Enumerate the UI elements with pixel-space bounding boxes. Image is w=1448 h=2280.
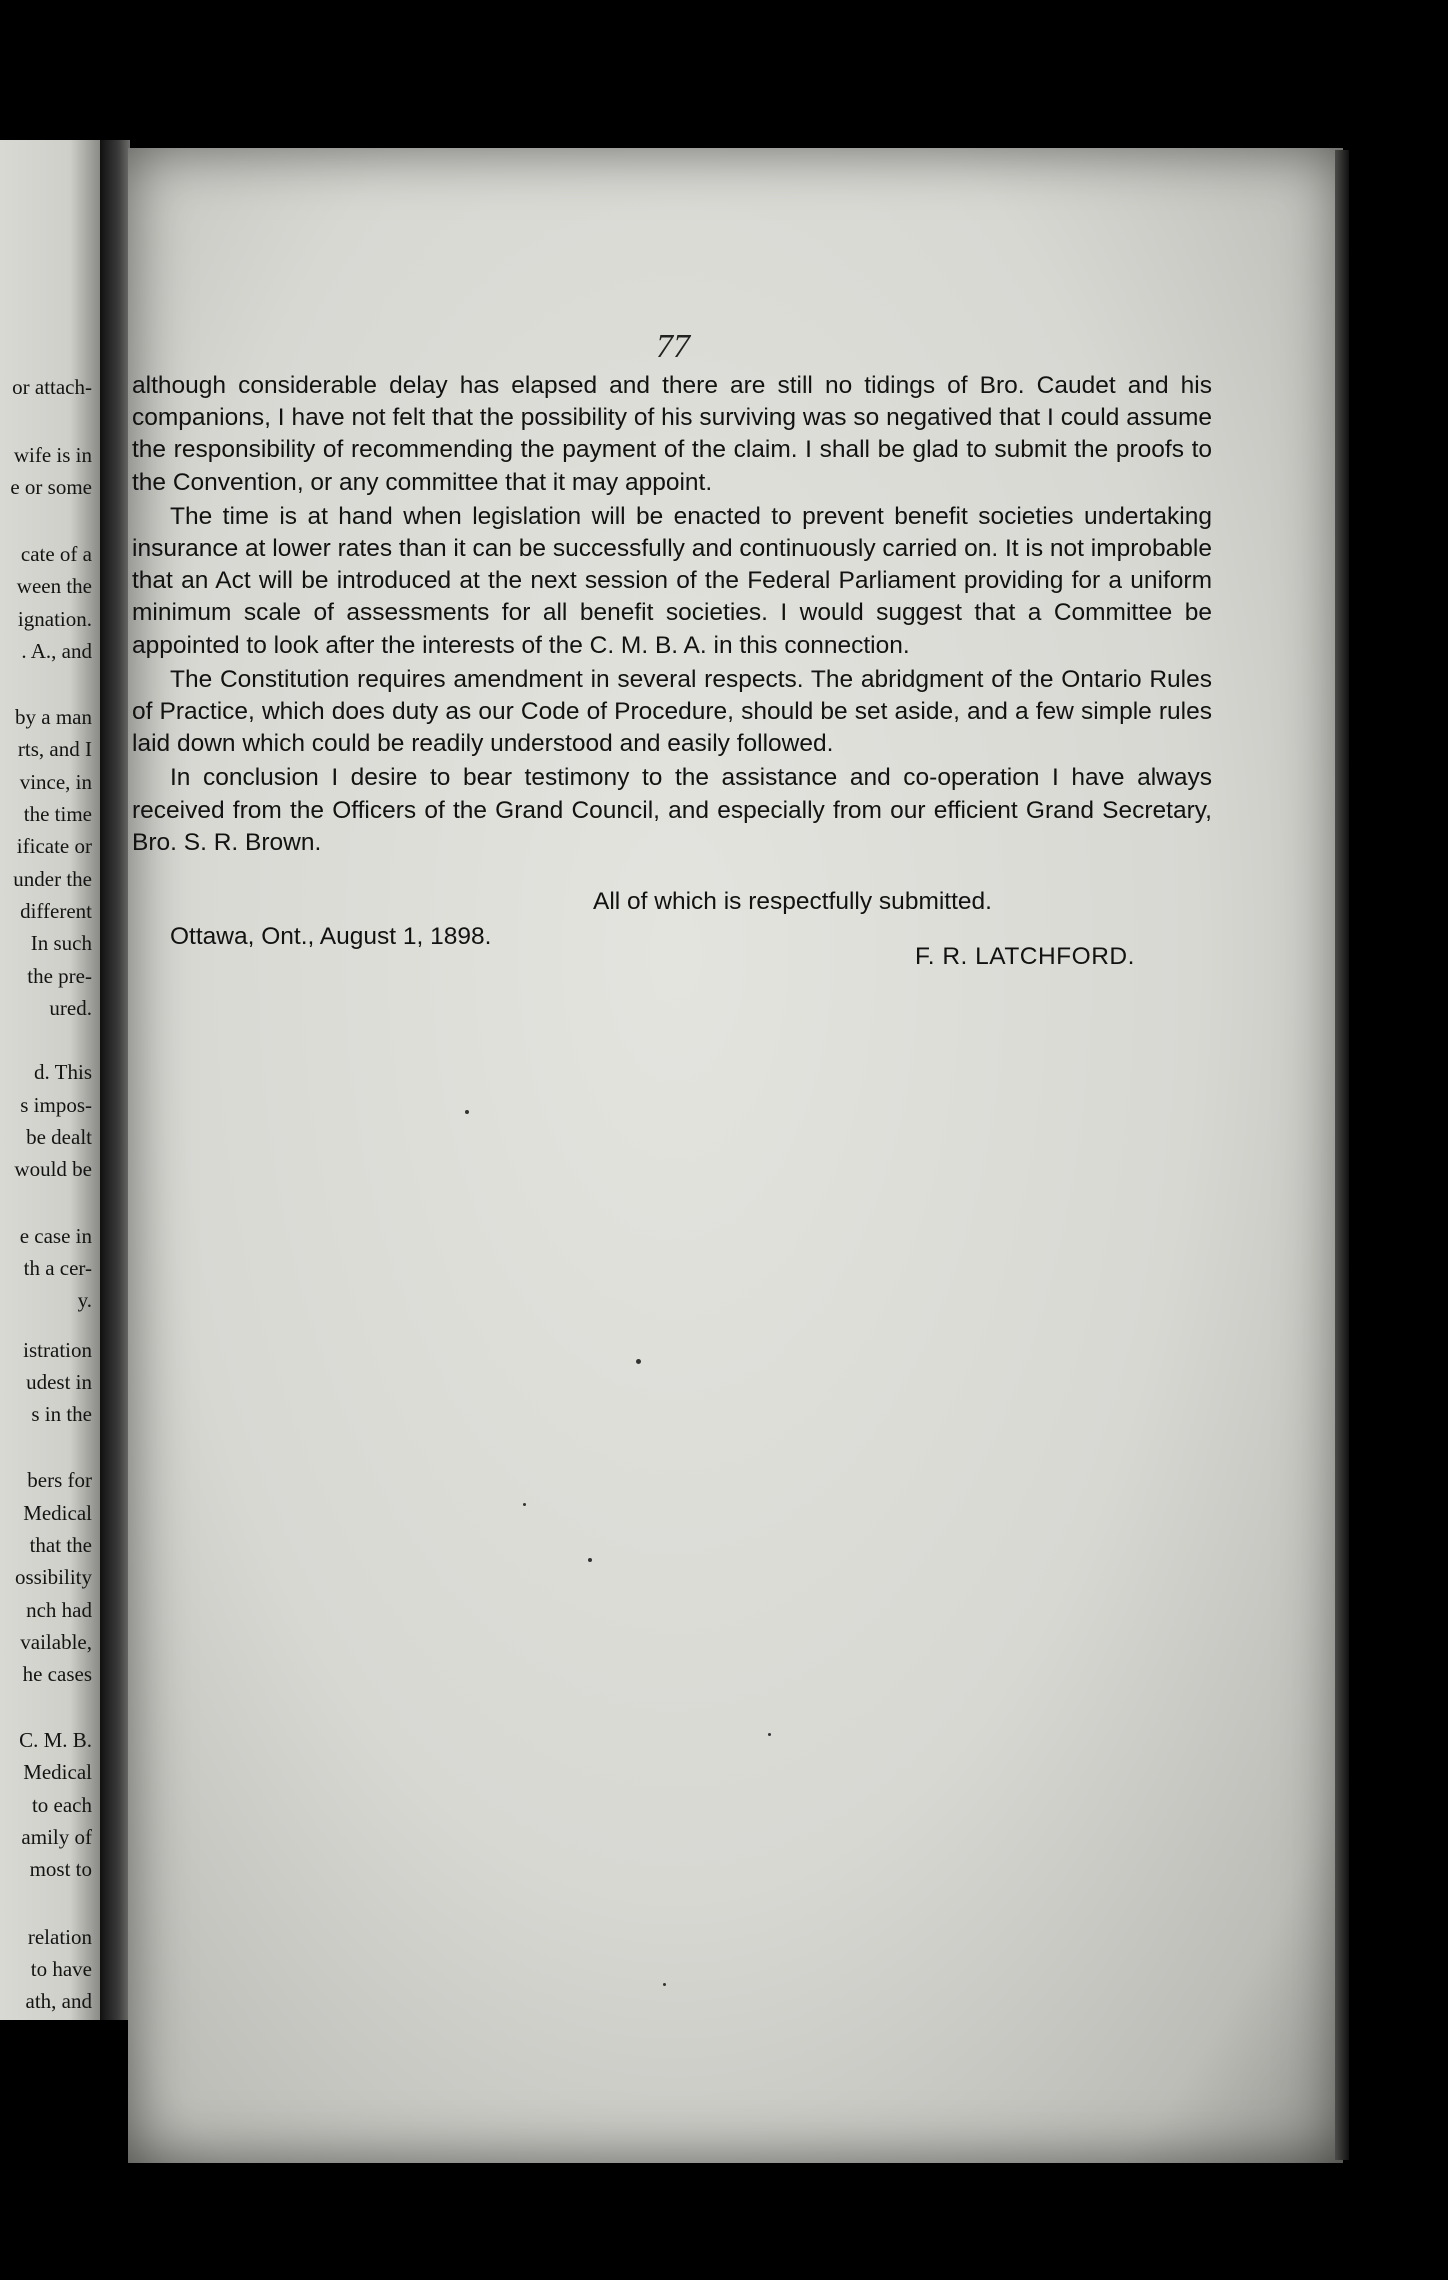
fragment-line: istration	[23, 1338, 92, 1362]
fragment-line: s impos-	[20, 1093, 92, 1117]
fragment-line: relation	[27, 1925, 92, 1949]
fragment-line: th a cer-	[23, 1256, 92, 1280]
fragment-line: amily of	[21, 1825, 92, 1849]
report-body	[132, 370, 1212, 861]
fragment-line: vailable,	[20, 1630, 92, 1654]
previous-page-strip	[0, 140, 100, 2020]
fragment-line: . A., and	[21, 639, 92, 663]
fragment-line: udest in	[26, 1370, 92, 1394]
fragment-line: the pre-	[27, 964, 92, 988]
fragment-line: ween the	[16, 574, 92, 598]
fragment-line: s in the	[31, 1402, 92, 1426]
fragment-line: C. M. B.	[19, 1728, 92, 1752]
fragment-line: cate of a	[20, 542, 92, 566]
fragment-line: would be	[14, 1157, 92, 1181]
fragment-line: e case in	[19, 1224, 92, 1248]
fragment-line: d. This	[34, 1060, 92, 1084]
fragment-line: different	[20, 899, 92, 923]
fragment-line: wife is in	[13, 443, 92, 467]
fragment-line: the time	[23, 802, 92, 826]
page-number: 77	[656, 328, 690, 365]
fragment-line: rts, and I	[17, 737, 92, 761]
page-right-edge	[1335, 150, 1349, 2160]
fragment-line: to have	[30, 1957, 92, 1981]
fragment-line: In such	[30, 931, 92, 955]
fragment-line: that the	[29, 1533, 92, 1557]
fragment-line: Medical	[23, 1501, 92, 1525]
fragment-line: be dealt	[26, 1125, 92, 1149]
paragraph: The Constitution requires amendment in several respects. The abridgment of the Ontario Rules of Practice, which does duty as our Code of Procedure, should be set aside, and a few simple rules laid down which could be readily understood and easily followed.	[132, 665, 1212, 758]
fragment-line: bers for	[27, 1468, 92, 1492]
signature: F. R. LATCHFORD.	[915, 943, 1135, 970]
document-page	[128, 148, 1343, 2163]
fragment-line: most to	[29, 1857, 92, 1881]
fragment-line: ignation.	[17, 607, 92, 631]
paragraph: The time is at hand when legislation will be enacted to prevent benefit societies undertaking insurance at lower rates than it can be successfully and continuously carried on. It is not improbable that an Act will be introduced at the next session of the Federal Parliament providing for a uniform minimum scale of assessments for all benefit societies. I would suggest that a Committee be appointed to look after the interests of the C. M. B. A. in this connection.	[132, 502, 1212, 659]
fragment-line: ured.	[49, 996, 92, 1020]
dateline: Ottawa, Ont., August 1, 1898.	[170, 923, 492, 950]
fragment-line: ath, and	[25, 1989, 92, 2013]
fragment-line: or attach-	[12, 375, 92, 399]
paragraph: although considerable delay has elapsed and there are still no tidings of Bro. Caudet and his companions, I have not felt that the possibility of his surviving was so negatived that I could assume the responsibility of recommending the payment of the claim. I shall be glad to submit the proofs to the Convention, or any committee that it may appoint.	[132, 372, 1212, 496]
fragment-line: nch had	[26, 1598, 92, 1622]
closing-line: All of which is respectfully submitted.	[593, 888, 992, 915]
fragment-line: he cases	[22, 1662, 92, 1686]
fragment-line: by a man	[15, 705, 92, 729]
fragment-line: ossibility	[14, 1565, 92, 1589]
fragment-line: e or some	[10, 475, 92, 499]
fragment-line: ificate or	[16, 834, 92, 858]
fragment-line: under the	[13, 867, 92, 891]
book-gutter	[100, 140, 130, 2020]
fragment-line: Medical	[23, 1760, 92, 1784]
fragment-line: y.	[77, 1288, 92, 1312]
fragment-line: to each	[31, 1793, 92, 1817]
fragment-line: vince, in	[19, 770, 92, 794]
paragraph: In conclusion I desire to bear testimony to the assistance and co-operation I have always received from the Officers of the Grand Council, and especially from our efficient Grand Secretary, Bro. S. R. Brown.	[132, 764, 1212, 856]
